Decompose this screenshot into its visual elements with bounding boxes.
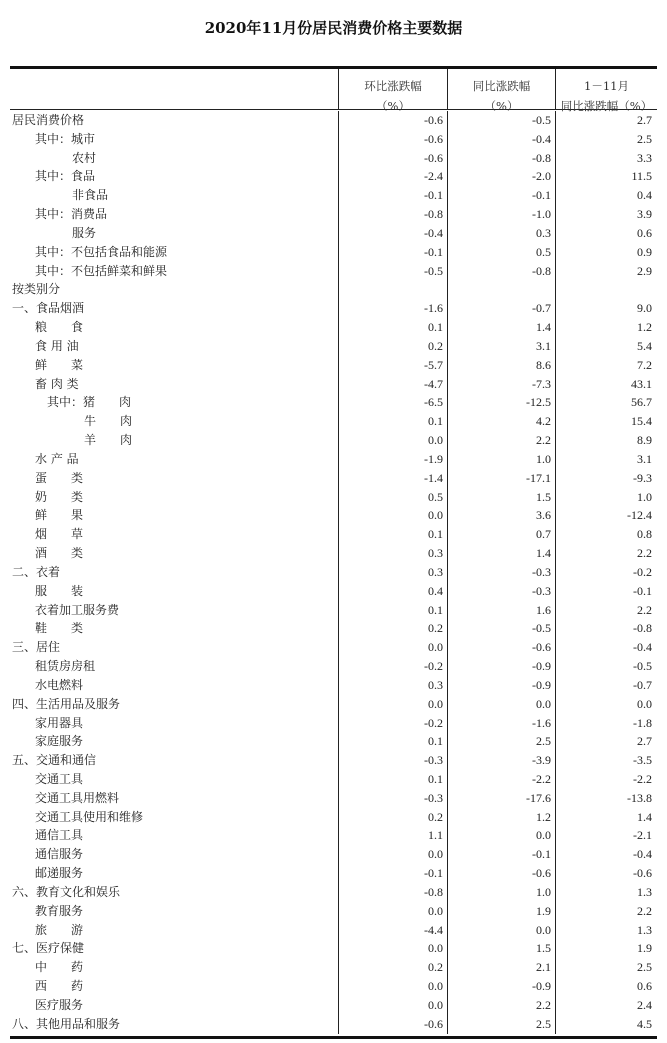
row-yoy-value: -0.1 bbox=[447, 845, 555, 864]
table-row bbox=[10, 732, 657, 751]
row-mom-value: 0.0 bbox=[338, 506, 447, 525]
row-ytd-value: 3.1 bbox=[555, 450, 657, 469]
row-yoy-value: -0.6 bbox=[447, 638, 555, 657]
row-mom-value: 0.1 bbox=[338, 601, 447, 620]
table-row bbox=[10, 393, 657, 412]
row-mom-value: -6.5 bbox=[338, 393, 447, 412]
row-mom-value: 0.0 bbox=[338, 695, 447, 714]
row-mom-value: -0.1 bbox=[338, 243, 447, 262]
table-row bbox=[10, 563, 657, 582]
row-ytd-value: 1.0 bbox=[555, 488, 657, 507]
row-yoy-value bbox=[447, 280, 555, 299]
row-label: 服务 bbox=[72, 225, 97, 240]
row-label: 六、教育文化和娱乐 bbox=[12, 884, 121, 899]
row-ytd-value: 0.6 bbox=[555, 977, 657, 996]
row-mom-value: 0.2 bbox=[338, 619, 447, 638]
row-label: 五、交通和通信 bbox=[12, 753, 97, 768]
row-yoy-value: 1.4 bbox=[447, 544, 555, 563]
table-row bbox=[10, 695, 657, 714]
row-yoy-value: 2.5 bbox=[447, 1015, 555, 1034]
row-yoy-value: 2.2 bbox=[447, 996, 555, 1015]
table-body bbox=[10, 110, 657, 1036]
row-ytd-value: 2.2 bbox=[555, 601, 657, 620]
row-yoy-value: 1.6 bbox=[447, 601, 555, 620]
row-ytd-value: 2.2 bbox=[555, 902, 657, 921]
table-row bbox=[10, 544, 657, 563]
row-mom-value: 0.5 bbox=[338, 488, 447, 507]
row-ytd-value: 0.6 bbox=[555, 224, 657, 243]
header-label-cell bbox=[10, 69, 338, 109]
row-mom-value: 0.4 bbox=[338, 582, 447, 601]
header-mom-line2: （%） bbox=[376, 99, 410, 113]
table-row bbox=[10, 676, 657, 695]
row-mom-value: 0.2 bbox=[338, 808, 447, 827]
row-label: 其中：猪 肉 bbox=[47, 395, 132, 410]
table-row bbox=[10, 902, 657, 921]
row-ytd-value: -2.1 bbox=[555, 826, 657, 845]
header-ytd bbox=[555, 69, 657, 113]
row-label: 西 药 bbox=[35, 979, 84, 994]
row-label: 水 产 品 bbox=[35, 451, 79, 466]
table-row bbox=[10, 751, 657, 770]
row-label: 鲜 菜 bbox=[35, 357, 84, 372]
row-label: 非食品 bbox=[72, 188, 109, 203]
row-mom-value: -0.3 bbox=[338, 751, 447, 770]
row-mom-value: 0.3 bbox=[338, 544, 447, 563]
row-label: 邮递服务 bbox=[35, 866, 84, 881]
row-ytd-value: 11.5 bbox=[555, 167, 657, 186]
row-mom-value: -1.9 bbox=[338, 450, 447, 469]
row-yoy-value: 2.5 bbox=[447, 732, 555, 751]
row-ytd-value: -0.2 bbox=[555, 563, 657, 582]
table-row bbox=[10, 996, 657, 1015]
row-ytd-value: 1.3 bbox=[555, 921, 657, 940]
row-ytd-value: 8.9 bbox=[555, 431, 657, 450]
row-yoy-value: -12.5 bbox=[447, 393, 555, 412]
row-label: 交通工具 bbox=[35, 771, 84, 786]
row-ytd-value: 0.8 bbox=[555, 525, 657, 544]
row-label: 粮 食 bbox=[35, 320, 84, 335]
row-mom-value: -0.8 bbox=[338, 205, 447, 224]
row-label: 通信服务 bbox=[35, 847, 84, 862]
row-ytd-value: 9.0 bbox=[555, 299, 657, 318]
table-row bbox=[10, 601, 657, 620]
table-row bbox=[10, 431, 657, 450]
row-label: 奶 类 bbox=[35, 489, 84, 504]
table-row bbox=[10, 186, 657, 205]
row-mom-value: 0.0 bbox=[338, 939, 447, 958]
row-mom-value: 0.1 bbox=[338, 770, 447, 789]
row-mom-value: 0.0 bbox=[338, 996, 447, 1015]
row-ytd-value: 1.4 bbox=[555, 808, 657, 827]
row-yoy-value: 1.5 bbox=[447, 939, 555, 958]
header-ytd-line1: 1－11月 bbox=[584, 79, 629, 93]
row-label: 通信工具 bbox=[35, 828, 84, 843]
row-mom-value: 0.0 bbox=[338, 845, 447, 864]
row-yoy-value: -2.2 bbox=[447, 770, 555, 789]
row-yoy-value: 1.0 bbox=[447, 450, 555, 469]
row-yoy-value: -1.0 bbox=[447, 205, 555, 224]
row-ytd-value: -0.4 bbox=[555, 845, 657, 864]
table-row bbox=[10, 450, 657, 469]
row-yoy-value: -0.5 bbox=[447, 111, 555, 130]
table-row bbox=[10, 149, 657, 168]
row-mom-value: 1.1 bbox=[338, 826, 447, 845]
table-row bbox=[10, 130, 657, 149]
row-mom-value: 0.0 bbox=[338, 431, 447, 450]
row-ytd-value: 1.2 bbox=[555, 318, 657, 337]
row-label: 其中：城市 bbox=[35, 131, 96, 146]
row-ytd-value: 2.9 bbox=[555, 262, 657, 281]
row-mom-value: 0.0 bbox=[338, 638, 447, 657]
row-mom-value: -0.8 bbox=[338, 883, 447, 902]
row-label: 居民消费价格 bbox=[12, 113, 85, 127]
row-yoy-value: 1.0 bbox=[447, 883, 555, 902]
row-yoy-value: 0.7 bbox=[447, 525, 555, 544]
row-label: 七、医疗保健 bbox=[12, 941, 85, 956]
header-yoy-line1: 同比涨跌幅 bbox=[472, 79, 531, 93]
row-yoy-value: 0.0 bbox=[447, 695, 555, 714]
table-row bbox=[10, 808, 657, 827]
row-ytd-value: -12.4 bbox=[555, 506, 657, 525]
row-mom-value: 0.0 bbox=[338, 977, 447, 996]
row-yoy-value: -3.9 bbox=[447, 751, 555, 770]
row-label: 鲜 果 bbox=[35, 508, 84, 523]
row-label: 蛋 类 bbox=[35, 470, 84, 485]
table-row bbox=[10, 375, 657, 394]
row-yoy-value: -0.5 bbox=[447, 619, 555, 638]
row-yoy-value: 3.6 bbox=[447, 506, 555, 525]
row-label: 其中：食品 bbox=[35, 169, 96, 184]
row-mom-value: 0.1 bbox=[338, 318, 447, 337]
row-yoy-value: 1.9 bbox=[447, 902, 555, 921]
row-mom-value: -0.6 bbox=[338, 1015, 447, 1034]
table-row bbox=[10, 657, 657, 676]
row-mom-value: 0.2 bbox=[338, 958, 447, 977]
row-ytd-value: 43.1 bbox=[555, 375, 657, 394]
header-ytd-line2: 同比涨跌幅（%） bbox=[560, 99, 653, 113]
row-ytd-value bbox=[555, 280, 657, 299]
table-row bbox=[10, 356, 657, 375]
table-row bbox=[10, 167, 657, 186]
row-yoy-value: 1.5 bbox=[447, 488, 555, 507]
table-row bbox=[10, 299, 657, 318]
header-yoy-line2: （%） bbox=[484, 99, 519, 113]
row-label: 家庭服务 bbox=[35, 734, 84, 749]
row-mom-value: -0.1 bbox=[338, 864, 447, 883]
row-yoy-value: -0.4 bbox=[447, 130, 555, 149]
table-row bbox=[10, 506, 657, 525]
row-yoy-value: -0.3 bbox=[447, 563, 555, 582]
row-mom-value: -0.6 bbox=[338, 130, 447, 149]
row-label: 烟 草 bbox=[35, 527, 84, 542]
table-row bbox=[10, 488, 657, 507]
row-ytd-value: 3.9 bbox=[555, 205, 657, 224]
table-row bbox=[10, 921, 657, 940]
row-yoy-value: -0.9 bbox=[447, 977, 555, 996]
table-row bbox=[10, 243, 657, 262]
row-label: 其中：不包括鲜菜和鲜果 bbox=[35, 263, 168, 278]
row-yoy-value: 0.5 bbox=[447, 243, 555, 262]
row-mom-value: 0.1 bbox=[338, 732, 447, 751]
row-mom-value: -4.4 bbox=[338, 921, 447, 940]
row-mom-value: -5.7 bbox=[338, 356, 447, 375]
row-label: 二、衣着 bbox=[12, 564, 61, 579]
row-label: 食 用 油 bbox=[35, 338, 79, 353]
row-yoy-value: -1.6 bbox=[447, 714, 555, 733]
row-ytd-value: 1.3 bbox=[555, 883, 657, 902]
table-row bbox=[10, 582, 657, 601]
row-label: 教育服务 bbox=[35, 903, 84, 918]
row-mom-value: -0.2 bbox=[338, 657, 447, 676]
row-label: 水电燃料 bbox=[35, 677, 84, 692]
row-yoy-value: 1.2 bbox=[447, 808, 555, 827]
cpi-table bbox=[10, 66, 657, 1039]
row-yoy-value: -0.3 bbox=[447, 582, 555, 601]
row-mom-value bbox=[338, 280, 447, 299]
table-row bbox=[10, 337, 657, 356]
table-row bbox=[10, 262, 657, 281]
table-row bbox=[10, 714, 657, 733]
row-yoy-value: -7.3 bbox=[447, 375, 555, 394]
table-row bbox=[10, 280, 657, 299]
row-yoy-value: 0.3 bbox=[447, 224, 555, 243]
header-yoy bbox=[447, 69, 555, 113]
row-ytd-value: 2.7 bbox=[555, 111, 657, 130]
row-yoy-value: 0.0 bbox=[447, 921, 555, 940]
row-ytd-value: 2.2 bbox=[555, 544, 657, 563]
row-label: 牛 肉 bbox=[84, 414, 133, 429]
row-ytd-value: 0.9 bbox=[555, 243, 657, 262]
row-label: 畜 肉 类 bbox=[35, 376, 79, 391]
row-label: 租赁房房租 bbox=[35, 659, 96, 674]
row-yoy-value: -0.9 bbox=[447, 676, 555, 695]
table-row bbox=[10, 638, 657, 657]
row-mom-value: -0.2 bbox=[338, 714, 447, 733]
row-label: 其中：不包括食品和能源 bbox=[35, 244, 168, 259]
row-ytd-value: -0.8 bbox=[555, 619, 657, 638]
row-yoy-value: -0.8 bbox=[447, 262, 555, 281]
row-ytd-value: -0.6 bbox=[555, 864, 657, 883]
table-row bbox=[10, 864, 657, 883]
row-ytd-value: 3.3 bbox=[555, 149, 657, 168]
row-ytd-value: 4.5 bbox=[555, 1015, 657, 1034]
row-ytd-value: -1.8 bbox=[555, 714, 657, 733]
row-ytd-value: 5.4 bbox=[555, 337, 657, 356]
row-label: 医疗服务 bbox=[35, 997, 84, 1012]
table-row bbox=[10, 224, 657, 243]
row-mom-value: -0.6 bbox=[338, 111, 447, 130]
row-label: 鞋 类 bbox=[35, 621, 84, 636]
row-yoy-value: 0.0 bbox=[447, 826, 555, 845]
table-row bbox=[10, 205, 657, 224]
row-ytd-value: 56.7 bbox=[555, 393, 657, 412]
row-ytd-value: 2.4 bbox=[555, 996, 657, 1015]
row-ytd-value: -0.7 bbox=[555, 676, 657, 695]
row-yoy-value: 3.1 bbox=[447, 337, 555, 356]
row-ytd-value: -9.3 bbox=[555, 469, 657, 488]
table-row bbox=[10, 111, 657, 130]
row-yoy-value: 4.2 bbox=[447, 412, 555, 431]
table-row bbox=[10, 977, 657, 996]
row-yoy-value: -0.7 bbox=[447, 299, 555, 318]
row-label: 交通工具使用和维修 bbox=[35, 809, 144, 824]
row-ytd-value: 2.5 bbox=[555, 958, 657, 977]
row-ytd-value: 0.0 bbox=[555, 695, 657, 714]
row-yoy-value: 8.6 bbox=[447, 356, 555, 375]
row-ytd-value: 15.4 bbox=[555, 412, 657, 431]
row-yoy-value: 2.1 bbox=[447, 958, 555, 977]
table-row bbox=[10, 318, 657, 337]
table-row bbox=[10, 1015, 657, 1034]
row-mom-value: -2.4 bbox=[338, 167, 447, 186]
row-ytd-value: -3.5 bbox=[555, 751, 657, 770]
row-ytd-value: 0.4 bbox=[555, 186, 657, 205]
row-mom-value: -0.6 bbox=[338, 149, 447, 168]
row-label: 衣着加工服务费 bbox=[35, 602, 120, 617]
row-ytd-value: -0.4 bbox=[555, 638, 657, 657]
row-label: 八、其他用品和服务 bbox=[12, 1016, 121, 1031]
row-yoy-value: 1.4 bbox=[447, 318, 555, 337]
row-mom-value: -0.3 bbox=[338, 789, 447, 808]
header-mom-line1: 环比涨跌幅 bbox=[364, 79, 422, 93]
table-row bbox=[10, 412, 657, 431]
row-label: 按类别分 bbox=[12, 282, 61, 297]
row-mom-value: -0.4 bbox=[338, 224, 447, 243]
row-ytd-value: -2.2 bbox=[555, 770, 657, 789]
row-mom-value: 0.1 bbox=[338, 412, 447, 431]
row-yoy-value: -0.6 bbox=[447, 864, 555, 883]
row-label: 旅 游 bbox=[35, 922, 84, 937]
row-label: 家用器具 bbox=[35, 715, 84, 730]
row-ytd-value: 7.2 bbox=[555, 356, 657, 375]
row-ytd-value: -13.8 bbox=[555, 789, 657, 808]
row-mom-value: -0.1 bbox=[338, 186, 447, 205]
row-label: 酒 类 bbox=[35, 546, 84, 561]
page-title: 2020年11月份居民消费价格主要数据 bbox=[204, 19, 463, 37]
row-yoy-value: -0.9 bbox=[447, 657, 555, 676]
row-label: 农村 bbox=[72, 150, 97, 165]
row-mom-value: -1.4 bbox=[338, 469, 447, 488]
row-mom-value: -1.6 bbox=[338, 299, 447, 318]
row-ytd-value: 2.7 bbox=[555, 732, 657, 751]
table-row bbox=[10, 826, 657, 845]
table-row bbox=[10, 469, 657, 488]
row-mom-value: -4.7 bbox=[338, 375, 447, 394]
row-mom-value: 0.1 bbox=[338, 525, 447, 544]
row-mom-value: -0.5 bbox=[338, 262, 447, 281]
row-label: 中 药 bbox=[35, 960, 84, 975]
row-ytd-value: -0.1 bbox=[555, 582, 657, 601]
row-yoy-value: -0.8 bbox=[447, 149, 555, 168]
table-row bbox=[10, 958, 657, 977]
row-yoy-value: -17.6 bbox=[447, 789, 555, 808]
table-row bbox=[10, 883, 657, 902]
table-row bbox=[10, 845, 657, 864]
row-ytd-value: 1.9 bbox=[555, 939, 657, 958]
table-row bbox=[10, 939, 657, 958]
table-row bbox=[10, 770, 657, 789]
row-label: 四、生活用品及服务 bbox=[12, 696, 121, 711]
row-mom-value: 0.0 bbox=[338, 902, 447, 921]
row-ytd-value: -0.5 bbox=[555, 657, 657, 676]
row-label: 交通工具用燃料 bbox=[35, 790, 120, 805]
row-ytd-value: 2.5 bbox=[555, 130, 657, 149]
table-row bbox=[10, 789, 657, 808]
row-yoy-value: 2.2 bbox=[447, 431, 555, 450]
row-label: 其中：消费品 bbox=[35, 207, 108, 222]
row-label: 服 装 bbox=[35, 583, 84, 598]
row-label: 羊 肉 bbox=[84, 433, 133, 448]
row-yoy-value: -17.1 bbox=[447, 469, 555, 488]
row-yoy-value: -0.1 bbox=[447, 186, 555, 205]
row-label: 一、食品烟酒 bbox=[12, 301, 85, 316]
table-row bbox=[10, 619, 657, 638]
row-mom-value: 0.3 bbox=[338, 676, 447, 695]
row-mom-value: 0.3 bbox=[338, 563, 447, 582]
row-mom-value: 0.2 bbox=[338, 337, 447, 356]
table-header bbox=[10, 69, 657, 113]
row-yoy-value: -2.0 bbox=[447, 167, 555, 186]
table-row bbox=[10, 525, 657, 544]
header-mom bbox=[338, 69, 447, 113]
row-label: 三、居住 bbox=[12, 640, 61, 655]
